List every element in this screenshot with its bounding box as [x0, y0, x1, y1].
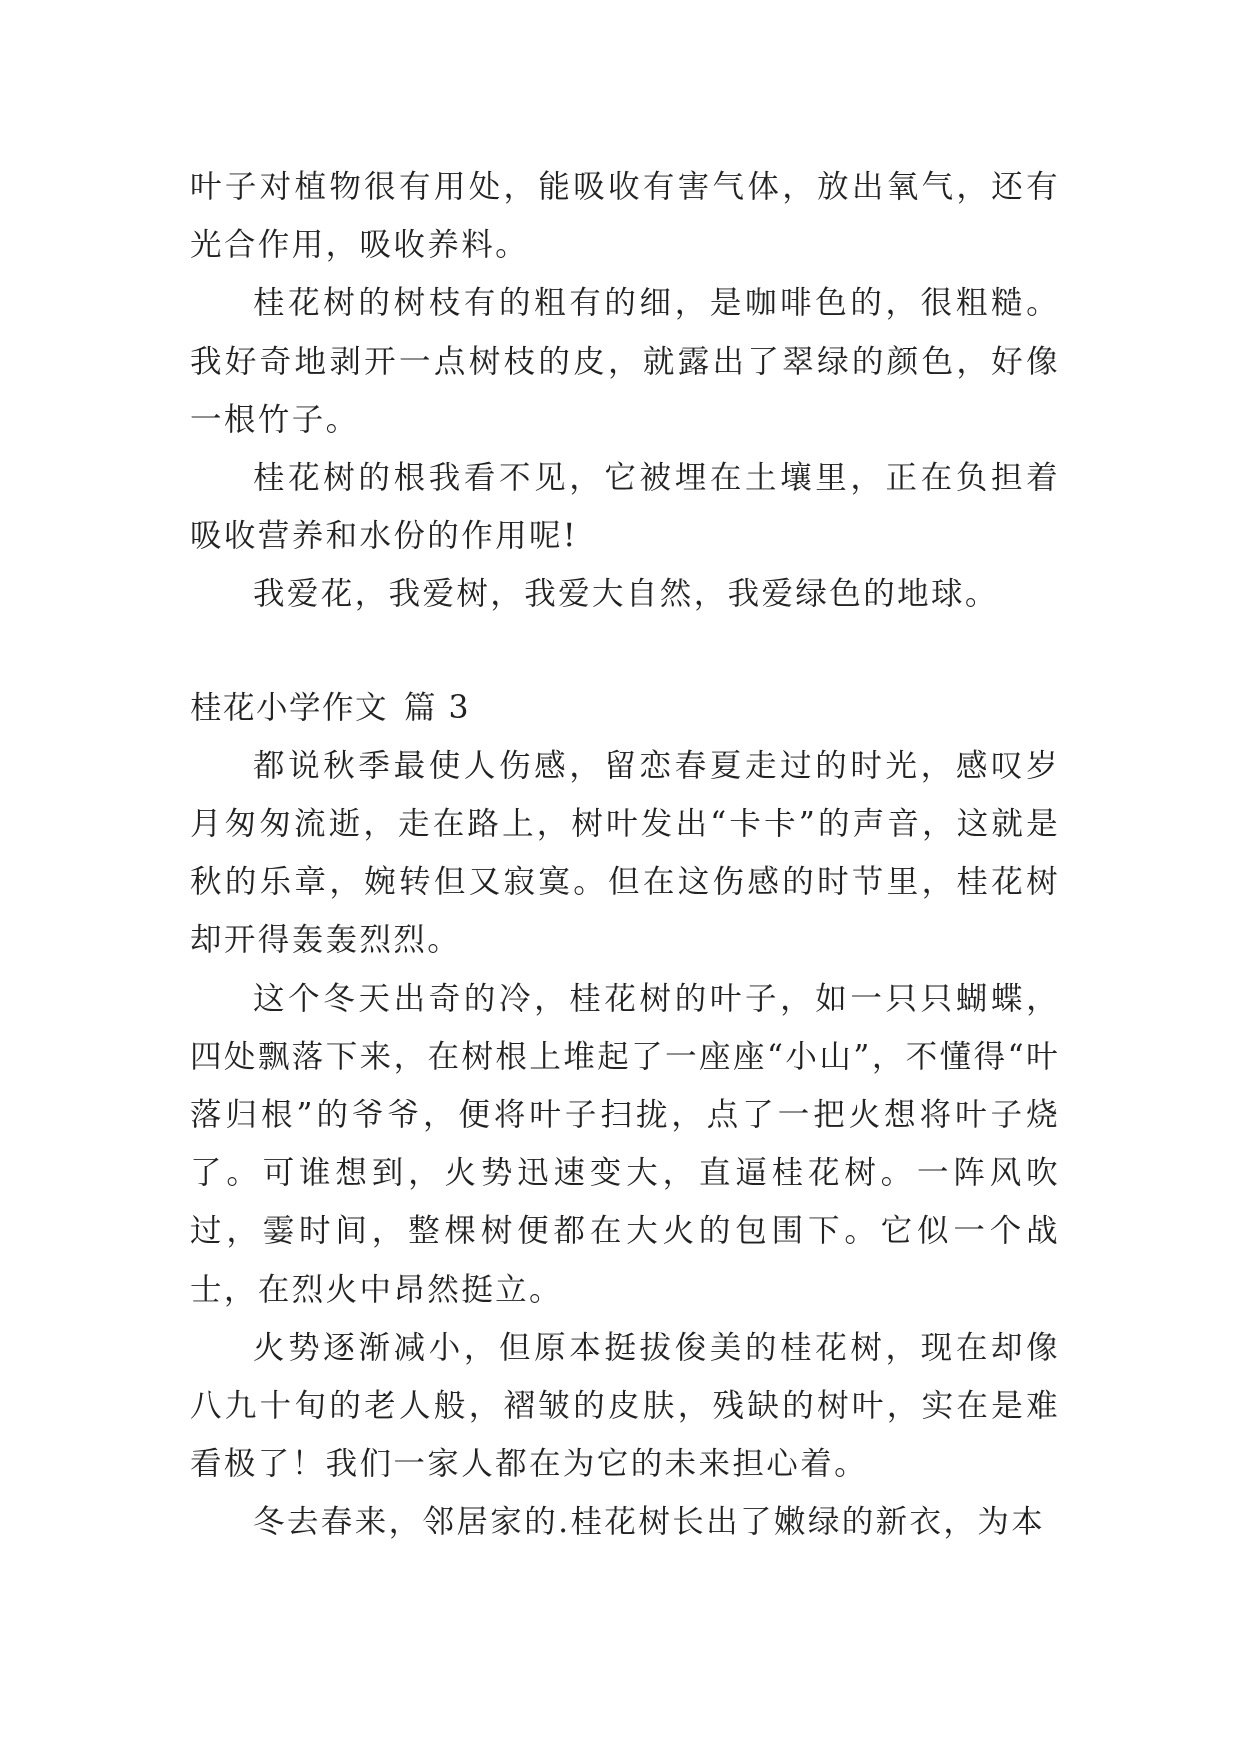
paragraph-leaves-function: 叶子对植物很有用处，能吸收有害气体，放出氧气，还有光合作用，吸收养料。	[190, 169, 1060, 264]
section-heading	[190, 679, 1060, 737]
paragraph-love-nature: 我爱花，我爱树，我爱大自然，我爱绿色的地球。	[253, 576, 999, 613]
paragraph-aftermath: 火势逐渐减小，但原本挺拔俊美的桂花树，现在却像八九十旬的老人般，褶皱的皮肤，残缺的树叶，实在是难看极了！我们一家人都在为它的未来担心着。	[190, 1329, 1060, 1483]
paragraph-winter-fire: 这个冬天出奇的冷，桂花树的叶子，如一只只蝴蝶，四处飘落下来，在树根上堆起了一座座“小山”，不懂得“叶落归根”的爷爷，便将叶子扫拢，点了一把火想将叶子烧了。可谁想到，火势迅速变大，直逼桂花树。一阵风吹过，霎时间，整棵树便都在大火的包围下。它似一个战士，在烈火中昂然挺立。	[190, 980, 1060, 1308]
paragraph-spring: 冬去春来，邻居家的.桂花树长出了嫩绿的新衣，为本	[253, 1504, 1046, 1541]
paragraph-autumn: 都说秋季最使人伤感，留恋春夏走过的时光，感叹岁月匆匆流逝，走在路上，树叶发出“卡卡”的声音，这就是秋的乐章，婉转但又寂寞。但在这伤感的时节里，桂花树却开得轰轰烈烈。	[190, 747, 1060, 959]
document-body	[190, 158, 1060, 1552]
paragraph-branches: 桂花树的树枝有的粗有的细，是咖啡色的，很粗糙。我好奇地剥开一点树枝的皮，就露出了翠绿的颜色，好像一根竹子。	[190, 285, 1060, 438]
paragraph-roots: 桂花树的根我看不见，它被埋在土壤里，正在负担着吸收营养和水份的作用呢!	[190, 460, 1060, 555]
section-title: 桂花小学作文	[190, 689, 389, 726]
section-number-label: 篇 3	[404, 689, 471, 726]
